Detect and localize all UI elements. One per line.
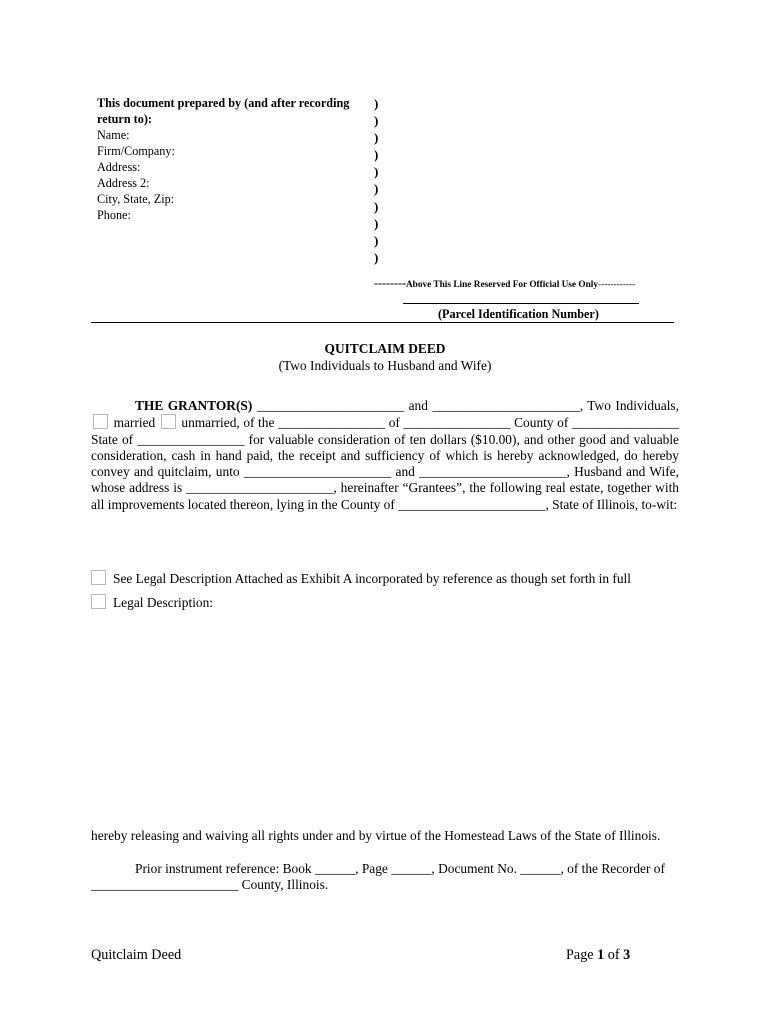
legal-description-option [91,594,213,611]
reserved-prefix: -------- [374,276,406,290]
consideration-text: for valuable consideration of ten dollars ($10.00), and other good and valuable consideration, cash in hand paid, the receipt and sufficiency of which is hereby acknowledged, do hereby convey and quitclaim, unto [91,431,679,480]
city-blank[interactable]: ________________ [277,415,386,431]
legal-description-checkbox[interactable] [91,594,106,609]
state-illinois-text: , State of Illinois, to-wit: [545,496,678,512]
bracket: ) [374,232,379,248]
page-total: 3 [623,947,631,963]
bracket: ) [374,147,379,163]
page-number [566,947,630,964]
official-use-line [374,276,635,291]
and-text: and [395,464,415,480]
grantee2-blank[interactable]: ______________________ [419,464,567,480]
document-title: QUITCLAIM DEED [324,341,446,356]
bracket: ) [374,113,379,129]
bracket: ) [374,198,379,214]
and-text: and [408,398,428,413]
grantee1-blank[interactable]: ______________________ [243,464,392,480]
parcel-number-label: (Parcel Identification Number) [438,307,599,321]
hereinafter-text: , hereinafter “Grantees”, the following real estate, together with all improvements located thereon, lying in the County of [91,480,679,512]
county-of-text: County of [514,415,569,431]
unmarried-label: unmarried, of the [181,415,275,431]
married-checkbox[interactable] [93,414,108,429]
exhibit-a-label: See Legal Description Attached as Exhibit A incorporated by reference as though set forth in full [113,571,631,586]
page-current: 1 [597,947,605,963]
state-blank[interactable]: ________________ [137,431,245,447]
prior-instrument-line2: ______________________ County, Illinois. [91,877,329,893]
address-blank[interactable]: ______________________ [186,480,334,496]
property-county-blank[interactable]: ______________________ [398,496,546,512]
bracket: ) [374,215,379,231]
reserved-suffix: ------------ [598,280,636,290]
prepared-by-firm-field: Firm/Company: [97,144,175,158]
homestead-paragraph: hereby releasing and waiving all rights under and by virtue of the Homestead Laws of the State of Illinois. [91,828,661,843]
grantor-label: THE GRANTOR(S) [135,398,253,413]
prior-instrument-text: Prior instrument reference: Book ______, Page ______, Document No. ______, of the Recorder of [135,861,665,876]
prepared-by-heading: This document prepared by (and after recording return to): [97,96,350,126]
county-blank[interactable]: ________________ [403,415,511,431]
grantor1-blank[interactable]: ______________________ [256,398,405,413]
footer-title: Quitclaim Deed [91,947,182,963]
bracket: ) [374,164,379,180]
unmarried-checkbox[interactable] [161,414,176,429]
grantor2-blank[interactable]: ______________________ [432,398,580,413]
husband-wife-text: , Husband and Wife, whose address is [91,464,679,496]
separator-line [91,322,674,323]
prepared-by-name-field: Name: [97,128,130,142]
bracket: ) [374,249,379,265]
grant-paragraph [91,398,679,513]
prepared-by-address-field: Address: [97,160,141,174]
exhibit-a-option [91,570,631,587]
of-word: of [607,947,620,963]
page-word: Page [566,947,594,963]
bracket: ) [374,96,379,111]
bracket: ) [374,181,379,197]
bracket-column [374,95,378,266]
document-subtitle: (Two Individuals to Husband and Wife) [278,358,492,373]
legal-description-label: Legal Description: [113,595,214,610]
reserved-label: Above This Line Reserved For Official Use Only [405,280,599,290]
exhibit-a-checkbox[interactable] [91,570,106,585]
county-name-blank[interactable]: ________________ [571,415,679,431]
bracket: ) [374,130,379,146]
parcel-number-line [403,303,639,304]
prepared-by-city-field: City, State, Zip: [97,192,175,206]
state-of-text: State of [91,431,134,447]
prepared-by-phone-field: Phone: [97,208,131,222]
married-label: married [113,415,156,431]
two-individuals-text: , Two Individuals, [579,398,679,413]
prepared-by-block [97,95,367,223]
prepared-by-address2-field: Address 2: [97,176,150,190]
prior-instrument-paragraph [91,861,679,894]
of-text: of [388,415,400,431]
